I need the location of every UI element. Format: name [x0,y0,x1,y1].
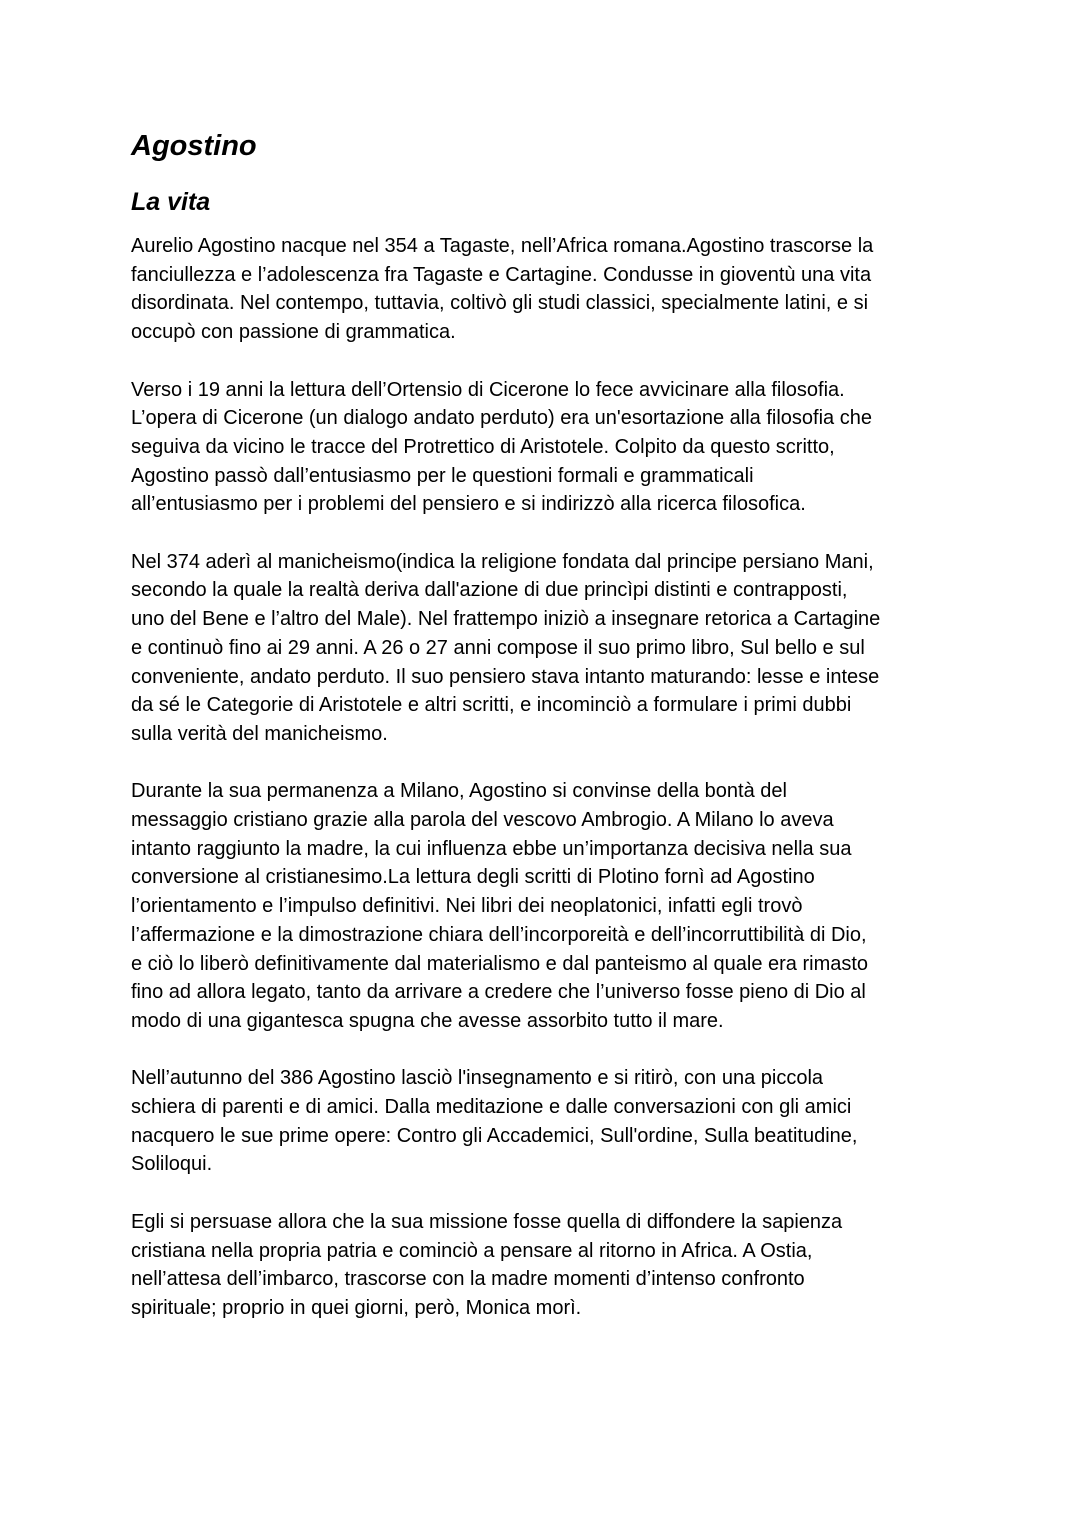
text-line: da sé le Categorie di Aristotele e altri scritti, e incominciò a formulare i primi dubbi [131,694,852,717]
text-line: Durante la sua permanenza a Milano, Agostino si convinse della bontà del [131,780,787,803]
paragraph-4 [131,777,961,1035]
text-line: nell’attesa dell’imbarco, trascorse con la madre momenti d’intenso confronto [131,1268,805,1291]
text-line: spirituale; proprio in quei giorni, però, Monica morì. [131,1296,582,1319]
text-line: fino ad allora legato, tanto da arrivare a credere che l’universo fosse pieno di Dio al [131,981,866,1004]
text-line: seguiva da vicino le tracce del Protrettico di Aristotele. Colpito da questo scritto, [131,435,835,458]
text-line: l’affermazione e la dimostrazione chiara dell’incorporeità e dell’incorruttibilità di Dio, [131,923,867,946]
text-line: modo di una gigantesca spugna che avesse assorbito tutto il mare. [131,1009,724,1032]
text-line: all’entusiasmo per i problemi del pensiero e si indirizzò alla ricerca filosofica. [131,493,806,516]
text-line: Verso i 19 anni la lettura dell’Ortensio di Cicerone lo fece avvicinare alla filosofia. [131,378,845,401]
text-line: intanto raggiunto la madre, la cui influenza ebbe un’importanza decisiva nella sua [131,837,852,860]
paragraph-gap [131,1036,961,1065]
text-line: fanciullezza e l’adolescenza fra Tagaste e Cartagine. Condusse in gioventù una vita [131,263,872,286]
text-line: schiera di parenti e di amici. Dalla meditazione e dalle conversazioni con gli amici [131,1096,852,1119]
text-line: e continuò fino ai 29 anni. A 26 o 27 anni compose il suo primo libro, Sul bello e sul [131,636,865,659]
section-title: La vita [131,188,211,216]
paragraph-gap [131,749,961,778]
paragraph-1 [131,232,961,347]
document-title: Agostino [131,130,257,162]
text-line: L’opera di Cicerone (un dialogo andato perduto) era un'esortazione alla filosofia che [131,407,872,430]
text-line: sulla verità del manicheismo. [131,722,388,745]
document-content [131,124,961,1323]
text-line: conveniente, andato perduto. Il suo pensiero stava intanto maturando: lesse e intese [131,665,880,688]
paragraph-2 [131,376,961,520]
text-line: Egli si persuase allora che la sua missione fosse quella di diffondere la sapienza [131,1210,843,1233]
text-line: Nel 374 aderì al manicheismo(indica la religione fondata dal principe persiano Mani, [131,550,874,573]
text-line: cristiana nella propria patria e cominciò a pensare al ritorno in Africa. A Ostia, [131,1239,813,1262]
paragraph-3 [131,548,961,749]
text-line: uno del Bene e l’altro del Male). Nel frattempo iniziò a insegnare retorica a Cartagine [131,608,881,631]
text-line: conversione al cristianesimo.La lettura degli scritti di Plotino fornì ad Agostino [131,866,815,889]
paragraph-gap [131,519,961,548]
paragraph-6 [131,1208,961,1323]
text-line: secondo la quale la realtà deriva dall'azione di due princìpi distinti e contrapposti, [131,579,848,602]
text-line: Aurelio Agostino nacque nel 354 a Tagaste, nell’Africa romana.Agostino trascorse la [131,235,874,257]
paragraph-5 [131,1064,961,1179]
text-line: e ciò lo liberò definitivamente dal materialismo e dal panteismo al quale era rimasto [131,952,869,975]
text-line: l’orientamento e l’impulso definitivi. Nei libri dei neoplatonici, infatti egli trovò [131,895,803,918]
text-line: occupò con passione di grammatica. [131,321,456,344]
text-line: Nell’autunno del 386 Agostino lasciò l'insegnamento e si ritirò, con una piccola [131,1067,824,1090]
paragraph-gap [131,1179,961,1208]
text-line: Agostino passò dall’entusiasmo per le questioni formali e grammaticali [131,464,754,487]
paragraph-gap [131,347,961,376]
text-line: messaggio cristiano grazie alla parola del vescovo Ambrogio. A Milano lo aveva [131,809,834,832]
text-line: nacquero le sue prime opere: Contro gli Accademici, Sull'ordine, Sulla beatitudine, [131,1124,858,1147]
text-line: disordinata. Nel contempo, tuttavia, coltivò gli studi classici, specialmente latini, e si [131,292,869,315]
text-line: Soliloqui. [131,1153,213,1176]
